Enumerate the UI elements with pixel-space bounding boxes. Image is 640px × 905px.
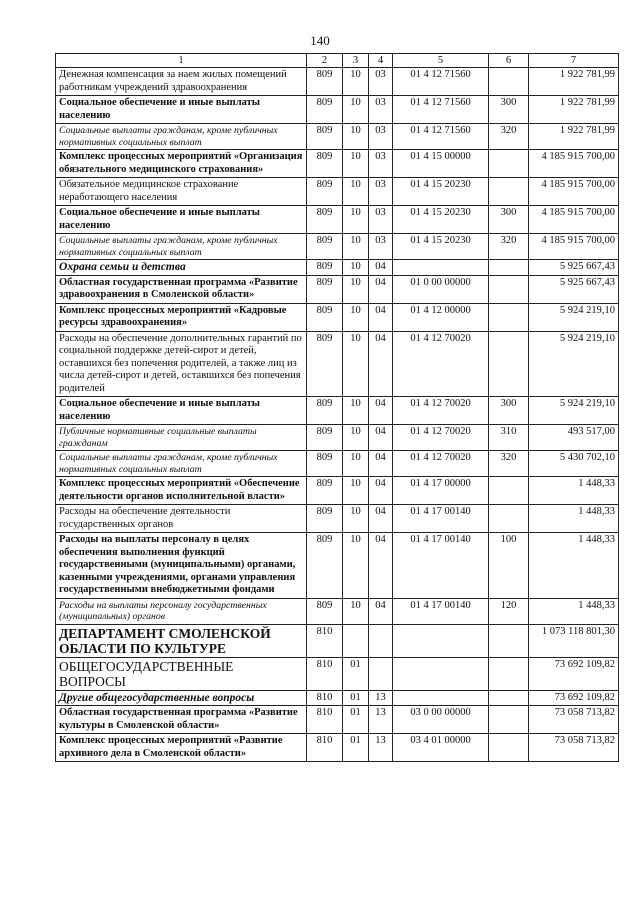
subsection-code-cell: 04 xyxy=(369,477,393,505)
header-row xyxy=(56,54,619,68)
target-article-cell xyxy=(393,690,489,706)
ministry-code-cell: 809 xyxy=(307,303,343,331)
section-code-cell: 10 xyxy=(343,206,369,234)
expense-type-cell xyxy=(489,275,529,303)
ministry-code-cell: 810 xyxy=(307,624,343,657)
ministry-code-cell: 809 xyxy=(307,275,343,303)
expense-type-cell xyxy=(489,477,529,505)
table-row xyxy=(56,397,619,425)
row-name-cell: Социальное обеспечение и иные выплаты населению xyxy=(56,206,307,234)
subsection-code-cell: 03 xyxy=(369,150,393,178)
ministry-code-cell: 809 xyxy=(307,505,343,533)
ministry-code-cell: 809 xyxy=(307,96,343,124)
row-name-cell: Денежная компенсация за наем жилых помещений работникам учреждений здравоохранения xyxy=(56,68,307,96)
target-article-cell: 01 4 15 00000 xyxy=(393,150,489,178)
ministry-code-cell: 809 xyxy=(307,598,343,624)
subsection-code-cell: 13 xyxy=(369,706,393,734)
expense-type-cell xyxy=(489,690,529,706)
section-code-cell: 10 xyxy=(343,96,369,124)
target-article-cell: 01 4 12 70020 xyxy=(393,397,489,425)
table-row xyxy=(56,124,619,150)
section-code-cell: 01 xyxy=(343,657,369,690)
column-header: 7 xyxy=(529,54,619,68)
table-row xyxy=(56,206,619,234)
expense-type-cell xyxy=(489,303,529,331)
subsection-code-cell: 04 xyxy=(369,275,393,303)
expense-type-cell xyxy=(489,260,529,276)
column-header: 2 xyxy=(307,54,343,68)
row-name-cell: Другие общегосударственные вопросы xyxy=(56,690,307,706)
amount-cell: 1 922 781,99 xyxy=(529,96,619,124)
column-header: 6 xyxy=(489,54,529,68)
ministry-code-cell: 809 xyxy=(307,178,343,206)
expense-type-cell: 320 xyxy=(489,451,529,477)
ministry-code-cell: 809 xyxy=(307,150,343,178)
section-code-cell xyxy=(343,624,369,657)
section-code-cell: 01 xyxy=(343,734,369,762)
expense-type-cell: 120 xyxy=(489,598,529,624)
target-article-cell: 01 4 15 20230 xyxy=(393,234,489,260)
section-code-cell: 10 xyxy=(343,533,369,599)
amount-cell: 4 185 915 700,00 xyxy=(529,178,619,206)
row-name-cell: Обязательное медицинское страхование неработающего населения xyxy=(56,178,307,206)
expense-type-cell: 300 xyxy=(489,206,529,234)
expense-type-cell xyxy=(489,178,529,206)
row-name-cell: Комплекс процессных мероприятий «Организация обязательного медицинского страхования» xyxy=(56,150,307,178)
subsection-code-cell: 04 xyxy=(369,533,393,599)
target-article-cell: 01 4 17 00000 xyxy=(393,477,489,505)
expense-type-cell xyxy=(489,68,529,96)
column-header: 3 xyxy=(343,54,369,68)
amount-cell: 73 692 109,82 xyxy=(529,657,619,690)
row-name-cell: Социальные выплаты гражданам, кроме публичных нормативных социальных выплат xyxy=(56,124,307,150)
table-row xyxy=(56,331,619,397)
table-row xyxy=(56,477,619,505)
table-row xyxy=(56,706,619,734)
expense-type-cell xyxy=(489,150,529,178)
ministry-code-cell: 809 xyxy=(307,397,343,425)
ministry-code-cell: 809 xyxy=(307,331,343,397)
amount-cell: 73 692 109,82 xyxy=(529,690,619,706)
target-article-cell: 01 4 12 71560 xyxy=(393,96,489,124)
column-header: 1 xyxy=(56,54,307,68)
ministry-code-cell: 809 xyxy=(307,533,343,599)
row-name-cell: Расходы на обеспечение деятельности государственных органов xyxy=(56,505,307,533)
expense-type-cell xyxy=(489,706,529,734)
table-row xyxy=(56,425,619,451)
ministry-code-cell: 809 xyxy=(307,451,343,477)
subsection-code-cell xyxy=(369,657,393,690)
section-code-cell: 01 xyxy=(343,706,369,734)
amount-cell: 5 925 667,43 xyxy=(529,260,619,276)
section-code-cell: 10 xyxy=(343,505,369,533)
section-code-cell: 10 xyxy=(343,124,369,150)
amount-cell: 5 924 219,10 xyxy=(529,331,619,397)
target-article-cell: 01 4 12 00000 xyxy=(393,303,489,331)
subsection-code-cell: 04 xyxy=(369,505,393,533)
ministry-code-cell: 809 xyxy=(307,477,343,505)
row-name-cell: Социальные выплаты гражданам, кроме публичных нормативных социальных выплат xyxy=(56,451,307,477)
row-name-cell: Социальное обеспечение и иные выплаты населению xyxy=(56,397,307,425)
target-article-cell: 01 0 00 00000 xyxy=(393,275,489,303)
section-code-cell: 10 xyxy=(343,425,369,451)
subsection-code-cell: 04 xyxy=(369,425,393,451)
section-code-cell: 10 xyxy=(343,477,369,505)
section-code-cell: 10 xyxy=(343,598,369,624)
subsection-code-cell: 13 xyxy=(369,734,393,762)
amount-cell: 1 448,33 xyxy=(529,477,619,505)
expense-type-cell xyxy=(489,657,529,690)
table-row xyxy=(56,734,619,762)
table-row xyxy=(56,451,619,477)
expense-type-cell: 310 xyxy=(489,425,529,451)
table-row xyxy=(56,68,619,96)
row-name-cell: Социальные выплаты гражданам, кроме публичных нормативных социальных выплат xyxy=(56,234,307,260)
ministry-code-cell: 810 xyxy=(307,690,343,706)
row-name-cell: Публичные нормативные социальные выплаты гражданам xyxy=(56,425,307,451)
target-article-cell: 01 4 12 71560 xyxy=(393,124,489,150)
section-code-cell: 10 xyxy=(343,68,369,96)
section-code-cell: 10 xyxy=(343,303,369,331)
amount-cell: 5 925 667,43 xyxy=(529,275,619,303)
amount-cell: 4 185 915 700,00 xyxy=(529,206,619,234)
subsection-code-cell: 04 xyxy=(369,303,393,331)
subsection-code-cell: 03 xyxy=(369,234,393,260)
target-article-cell: 01 4 12 70020 xyxy=(393,331,489,397)
target-article-cell xyxy=(393,624,489,657)
expense-type-cell xyxy=(489,624,529,657)
amount-cell: 1 073 118 801,30 xyxy=(529,624,619,657)
row-name-cell: Расходы на обеспечение дополнительных гарантий по социальной поддержке детей-сирот и детей, оставшихся без попечения родителей, а также лиц из числа детей-сирот и детей, оставшихся без попечения родителей xyxy=(56,331,307,397)
subsection-code-cell: 04 xyxy=(369,331,393,397)
target-article-cell: 01 4 12 70020 xyxy=(393,451,489,477)
amount-cell: 1 922 781,99 xyxy=(529,124,619,150)
target-article-cell xyxy=(393,657,489,690)
page-number: 140 xyxy=(310,33,330,48)
target-article-cell: 03 0 00 00000 xyxy=(393,706,489,734)
row-name-cell: Охрана семьи и детства xyxy=(56,260,307,276)
row-name-cell: Комплекс процессных мероприятий «Развитие архивного дела в Смоленской области» xyxy=(56,734,307,762)
target-article-cell: 01 4 15 20230 xyxy=(393,206,489,234)
ministry-code-cell: 809 xyxy=(307,234,343,260)
amount-cell: 1 922 781,99 xyxy=(529,68,619,96)
target-article-cell: 01 4 15 20230 xyxy=(393,178,489,206)
section-code-cell: 10 xyxy=(343,397,369,425)
expense-type-cell: 320 xyxy=(489,234,529,260)
row-name-cell: Комплекс процессных мероприятий «Обеспечение деятельности органов исполнительной власти» xyxy=(56,477,307,505)
budget-table xyxy=(55,53,619,762)
amount-cell: 1 448,33 xyxy=(529,505,619,533)
section-code-cell: 10 xyxy=(343,451,369,477)
subsection-code-cell: 04 xyxy=(369,397,393,425)
amount-cell: 1 448,33 xyxy=(529,533,619,599)
subsection-code-cell: 03 xyxy=(369,68,393,96)
table-row xyxy=(56,533,619,599)
amount-cell: 5 924 219,10 xyxy=(529,303,619,331)
section-code-cell: 10 xyxy=(343,234,369,260)
amount-cell: 1 448,33 xyxy=(529,598,619,624)
table-row xyxy=(56,598,619,624)
expense-type-cell xyxy=(489,331,529,397)
section-code-cell: 10 xyxy=(343,178,369,206)
subsection-code-cell: 03 xyxy=(369,178,393,206)
expense-type-cell: 320 xyxy=(489,124,529,150)
subsection-code-cell xyxy=(369,624,393,657)
ministry-code-cell: 809 xyxy=(307,206,343,234)
table-row xyxy=(56,275,619,303)
table-row xyxy=(56,178,619,206)
amount-cell: 4 185 915 700,00 xyxy=(529,150,619,178)
column-header: 5 xyxy=(393,54,489,68)
section-code-cell: 10 xyxy=(343,150,369,178)
target-article-cell: 01 4 12 70020 xyxy=(393,425,489,451)
target-article-cell: 03 4 01 00000 xyxy=(393,734,489,762)
table-row xyxy=(56,624,619,657)
row-name-cell: ДЕПАРТАМЕНТ СМОЛЕНСКОЙ ОБЛАСТИ ПО КУЛЬТУРЕ xyxy=(56,624,307,657)
row-name-cell: Расходы на выплаты персоналу государственных (муниципальных) органов xyxy=(56,598,307,624)
subsection-code-cell: 04 xyxy=(369,260,393,276)
ministry-code-cell: 810 xyxy=(307,734,343,762)
amount-cell: 5 430 702,10 xyxy=(529,451,619,477)
row-name-cell: Комплекс процессных мероприятий «Кадровые ресурсы здравоохранения» xyxy=(56,303,307,331)
row-name-cell: Социальное обеспечение и иные выплаты населению xyxy=(56,96,307,124)
subsection-code-cell: 03 xyxy=(369,124,393,150)
table-row xyxy=(56,260,619,276)
section-code-cell: 10 xyxy=(343,331,369,397)
section-code-cell: 10 xyxy=(343,260,369,276)
amount-cell: 5 924 219,10 xyxy=(529,397,619,425)
expense-type-cell xyxy=(489,505,529,533)
ministry-code-cell: 810 xyxy=(307,706,343,734)
expense-type-cell xyxy=(489,734,529,762)
ministry-code-cell: 809 xyxy=(307,124,343,150)
row-name-cell: Расходы на выплаты персоналу в целях обеспечения выполнения функций государственными (муниципальными) органами, казенными учреждениями, органами управления государственными внебюджетными фондами xyxy=(56,533,307,599)
table-row xyxy=(56,96,619,124)
amount-cell: 493 517,00 xyxy=(529,425,619,451)
column-header: 4 xyxy=(369,54,393,68)
expense-type-cell: 300 xyxy=(489,96,529,124)
amount-cell: 73 058 713,82 xyxy=(529,734,619,762)
subsection-code-cell: 04 xyxy=(369,451,393,477)
table-row xyxy=(56,234,619,260)
subsection-code-cell: 04 xyxy=(369,598,393,624)
subsection-code-cell: 03 xyxy=(369,96,393,124)
subsection-code-cell: 03 xyxy=(369,206,393,234)
expense-type-cell: 300 xyxy=(489,397,529,425)
table-row xyxy=(56,150,619,178)
table-row xyxy=(56,303,619,331)
table-row xyxy=(56,690,619,706)
target-article-cell: 01 4 12 71560 xyxy=(393,68,489,96)
section-code-cell: 01 xyxy=(343,690,369,706)
target-article-cell: 01 4 17 00140 xyxy=(393,533,489,599)
table-row xyxy=(56,657,619,690)
subsection-code-cell: 13 xyxy=(369,690,393,706)
ministry-code-cell: 810 xyxy=(307,657,343,690)
row-name-cell: ОБЩЕГОСУДАРСТВЕННЫЕ ВОПРОСЫ xyxy=(56,657,307,690)
table-row xyxy=(56,505,619,533)
target-article-cell: 01 4 17 00140 xyxy=(393,505,489,533)
row-name-cell: Областная государственная программа «Развитие здравоохранения в Смоленской области» xyxy=(56,275,307,303)
target-article-cell xyxy=(393,260,489,276)
target-article-cell: 01 4 17 00140 xyxy=(393,598,489,624)
section-code-cell: 10 xyxy=(343,275,369,303)
amount-cell: 4 185 915 700,00 xyxy=(529,234,619,260)
expense-type-cell: 100 xyxy=(489,533,529,599)
amount-cell: 73 058 713,82 xyxy=(529,706,619,734)
ministry-code-cell: 809 xyxy=(307,68,343,96)
ministry-code-cell: 809 xyxy=(307,260,343,276)
ministry-code-cell: 809 xyxy=(307,425,343,451)
row-name-cell: Областная государственная программа «Развитие культуры в Смоленской области» xyxy=(56,706,307,734)
